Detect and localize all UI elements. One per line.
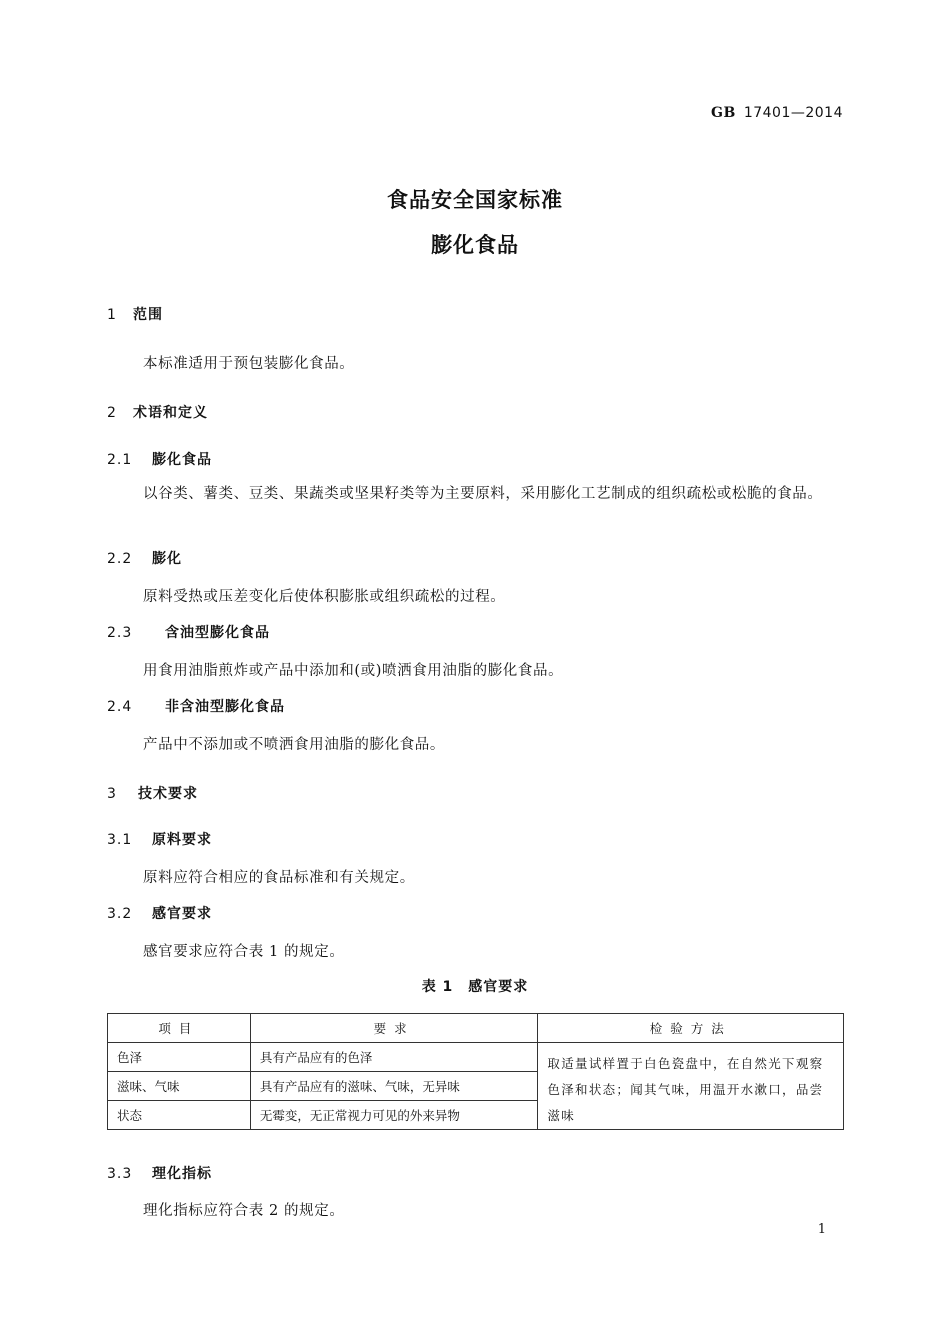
section-3-3-text: 理化指标应符合表 2 的规定。 [143,1203,345,1219]
section-3-3-heading: 3.3 理化指标 [107,1166,212,1182]
table-1-caption: 表 1 感官要求 [421,979,529,995]
cell-requirement: 具有产品应有的色泽 [250,1043,538,1072]
header-requirement: 要求 [250,1014,538,1043]
sensory-requirements-table [107,1013,844,1130]
section-1-heading: 1 范围 [107,307,163,323]
cell-requirement: 无霉变，无正常视力可见的外来异物 [250,1101,538,1130]
standard-code [711,105,843,121]
section-2-4-text: 产品中不添加或不喷洒食用油脂的膨化食品。 [143,737,445,753]
section-2-1-text: 以谷类、薯类、豆类、果蔬类或坚果籽类等为主要原料，采用膨化工艺制成的组织疏松或松脆的食品。 [143,486,823,502]
section-2-heading: 2 术语和定义 [107,405,208,421]
cell-item: 滋味、气味 [108,1072,251,1101]
header-method: 检验方法 [538,1014,844,1043]
section-2-1-heading: 2.1 膨化食品 [107,452,212,468]
cell-item: 色泽 [108,1043,251,1072]
cell-item: 状态 [108,1101,251,1130]
cell-method: 取适量试样置于白色瓷盘中，在自然光下观察色泽和状态；闻其气味，用温开水漱口，品尝滋味 [538,1043,844,1130]
table-row [108,1043,844,1072]
section-3-heading: 3 技术要求 [107,786,198,802]
section-2-4-heading: 2.4 非含油型膨化食品 [107,699,285,715]
table-header-row [108,1014,844,1043]
cell-requirement: 具有产品应有的滋味、气味，无异味 [250,1072,538,1101]
section-2-2-text: 原料受热或压差变化后使体积膨胀或组织疏松的过程。 [143,589,506,605]
section-3-2-text: 感官要求应符合表 1 的规定。 [143,944,345,960]
section-1-text: 本标准适用于预包装膨化食品。 [143,356,355,372]
section-2-2-heading: 2.2 膨化 [107,551,182,567]
standard-number: 17401—2014 [743,105,843,121]
page-number: 1 [817,1222,826,1237]
section-3-1-text: 原料应符合相应的食品标准和有关规定。 [143,870,415,886]
section-2-3-text: 用食用油脂煎炸或产品中添加和(或)喷洒食用油脂的膨化食品。 [143,663,564,679]
standard-prefix: GB [711,105,736,121]
document-title: 食品安全国家标准 [387,188,563,212]
document-subtitle: 膨化食品 [431,233,519,257]
section-3-1-heading: 3.1 原料要求 [107,832,212,848]
section-2-3-heading: 2.3 含油型膨化食品 [107,625,270,641]
section-3-2-heading: 3.2 感官要求 [107,906,212,922]
header-item: 项目 [108,1014,251,1043]
